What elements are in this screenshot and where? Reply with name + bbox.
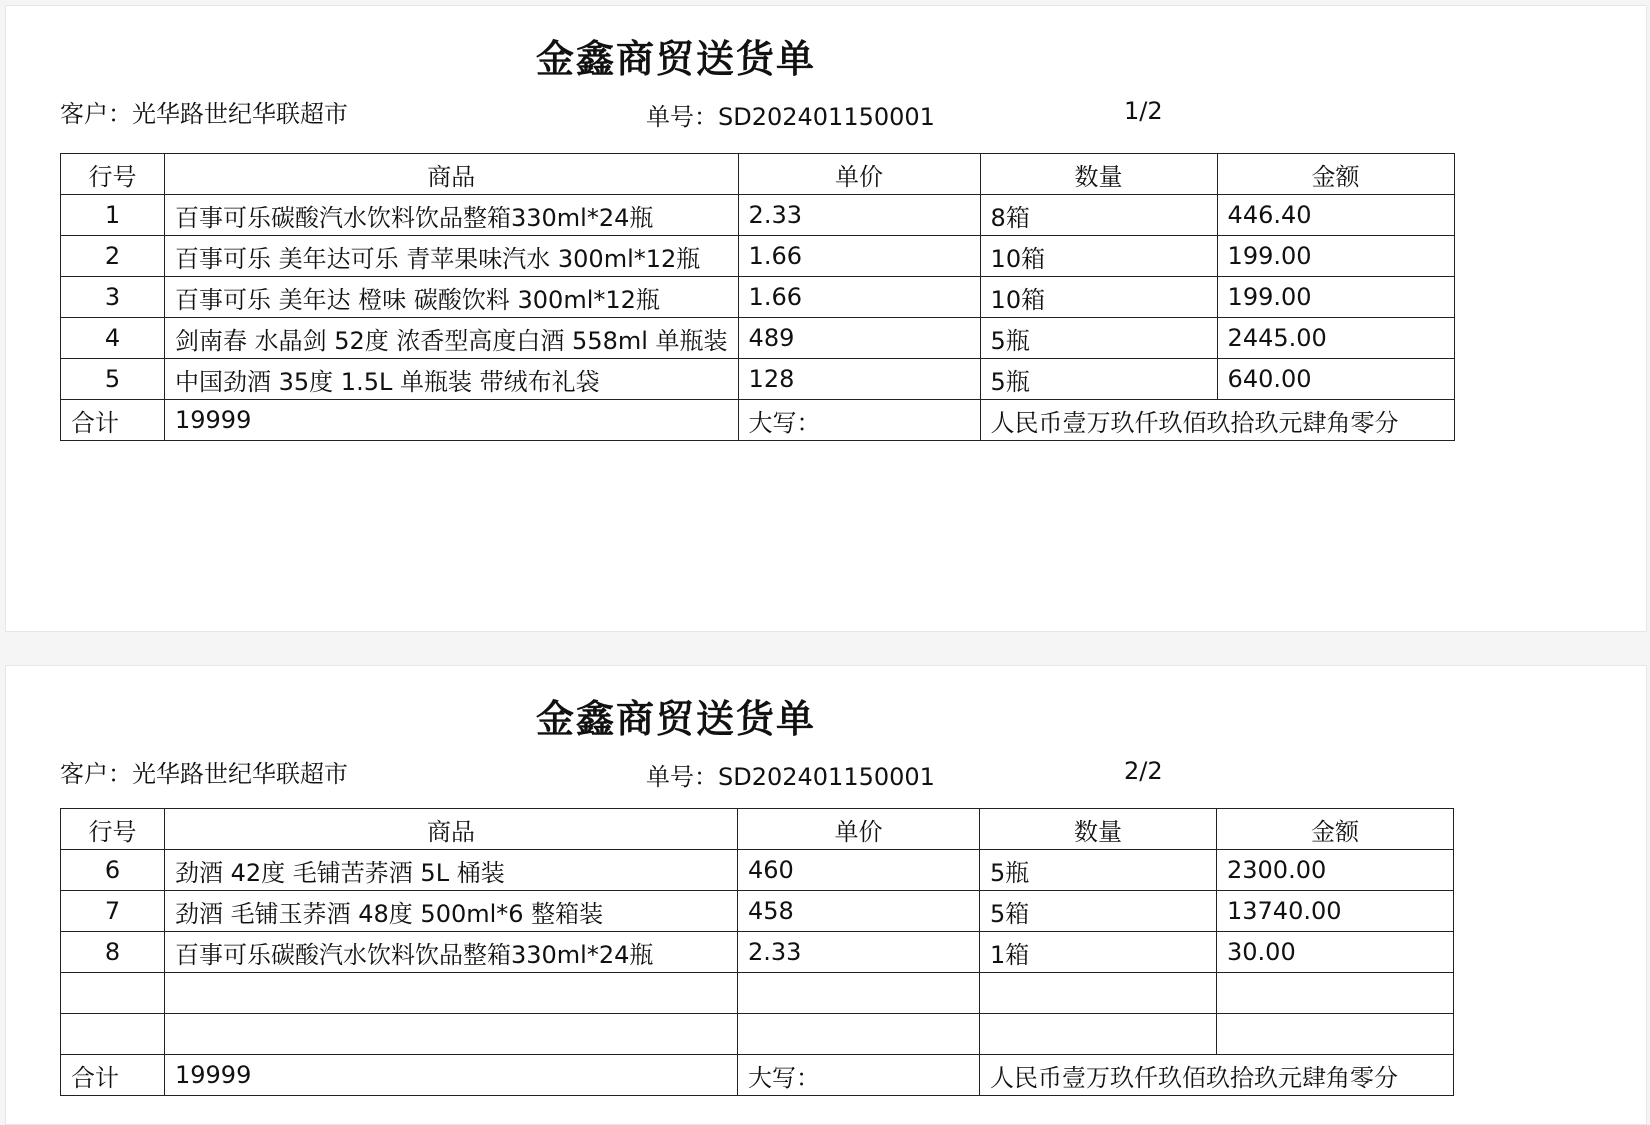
header-quantity: 数量 — [980, 809, 1217, 850]
slip-title: 金鑫商贸送货单 — [535, 37, 816, 81]
row-number: 1 — [61, 195, 165, 236]
unit-price: 2.33 — [738, 195, 980, 236]
unit-price — [738, 973, 980, 1014]
product-name: 劲酒 毛铺玉荞酒 48度 500ml*6 整箱装 — [165, 891, 738, 932]
page-number: 1/2 — [1124, 97, 1163, 125]
product-name: 百事可乐碳酸汽水饮料饮品整箱330ml*24瓶 — [165, 932, 738, 973]
amount-in-words: 人民币壹万玖仟玖佰玖拾玖元肆角零分 — [980, 1055, 1454, 1096]
amount: 13740.00 — [1217, 891, 1454, 932]
row-number: 5 — [61, 359, 165, 400]
quantity: 5瓶 — [980, 359, 1217, 400]
product-name: 劲酒 42度 毛铺苦荞酒 5L 桶装 — [165, 850, 738, 891]
row-number: 4 — [61, 318, 165, 359]
row-number: 3 — [61, 277, 165, 318]
row-number: 7 — [61, 891, 165, 932]
unit-price: 458 — [738, 891, 980, 932]
unit-price: 128 — [738, 359, 980, 400]
table-header-row — [61, 809, 1454, 850]
quantity: 10箱 — [980, 277, 1217, 318]
header-product: 商品 — [165, 809, 738, 850]
row-number — [61, 1014, 165, 1055]
product-name: 百事可乐 美年达可乐 青苹果味汽水 300ml*12瓶 — [165, 236, 739, 277]
product-name: 百事可乐碳酸汽水饮料饮品整箱330ml*24瓶 — [165, 195, 739, 236]
items-table — [60, 808, 1454, 1096]
table-row — [61, 236, 1455, 277]
amount: 30.00 — [1217, 932, 1454, 973]
quantity: 8箱 — [980, 195, 1217, 236]
delivery-slip-page-1 — [5, 5, 1647, 632]
table-row — [61, 973, 1454, 1014]
table-header-row — [61, 154, 1455, 195]
unit-price: 2.33 — [738, 932, 980, 973]
table-row — [61, 195, 1455, 236]
product-name: 剑南春 水晶剑 52度 浓香型高度白酒 558ml 单瓶装 — [165, 318, 739, 359]
total-value: 19999 — [165, 1055, 738, 1096]
header-amount: 金额 — [1217, 809, 1454, 850]
quantity: 5瓶 — [980, 850, 1217, 891]
total-value: 19999 — [165, 400, 739, 441]
quantity: 5瓶 — [980, 318, 1217, 359]
amount-in-words: 人民币壹万玖仟玖佰玖拾玖元肆角零分 — [980, 400, 1454, 441]
quantity — [980, 1014, 1217, 1055]
amount: 2300.00 — [1217, 850, 1454, 891]
row-number: 2 — [61, 236, 165, 277]
quantity: 5箱 — [980, 891, 1217, 932]
table-row — [61, 932, 1454, 973]
slip-title: 金鑫商贸送货单 — [535, 697, 816, 741]
row-number: 6 — [61, 850, 165, 891]
unit-price: 489 — [738, 318, 980, 359]
total-row — [61, 400, 1455, 441]
product-name: 百事可乐 美年达 橙味 碳酸饮料 300ml*12瓶 — [165, 277, 739, 318]
header-unit-price: 单价 — [738, 154, 980, 195]
amount-in-words-label: 大写： — [738, 400, 980, 441]
header-row-number: 行号 — [61, 809, 165, 850]
row-number — [61, 973, 165, 1014]
page-number: 2/2 — [1124, 757, 1163, 785]
total-label: 合计 — [61, 400, 165, 441]
total-row — [61, 1055, 1454, 1096]
customer-label: 客户：光华路世纪华联超市 — [60, 760, 348, 788]
quantity: 10箱 — [980, 236, 1217, 277]
table-row — [61, 359, 1455, 400]
unit-price — [738, 1014, 980, 1055]
table-row — [61, 891, 1454, 932]
quantity — [980, 973, 1217, 1014]
amount: 199.00 — [1217, 277, 1454, 318]
amount: 2445.00 — [1217, 318, 1454, 359]
header-amount: 金额 — [1217, 154, 1454, 195]
header-row-number: 行号 — [61, 154, 165, 195]
amount — [1217, 973, 1454, 1014]
order-number: 单号：SD202401150001 — [646, 763, 935, 791]
unit-price: 460 — [738, 850, 980, 891]
quantity: 1箱 — [980, 932, 1217, 973]
items-table — [60, 153, 1455, 441]
product-name — [165, 1014, 738, 1055]
unit-price: 1.66 — [738, 277, 980, 318]
header-product: 商品 — [165, 154, 739, 195]
table-row — [61, 318, 1455, 359]
header-quantity: 数量 — [980, 154, 1217, 195]
amount: 640.00 — [1217, 359, 1454, 400]
row-number: 8 — [61, 932, 165, 973]
amount: 199.00 — [1217, 236, 1454, 277]
table-row — [61, 1014, 1454, 1055]
amount: 446.40 — [1217, 195, 1454, 236]
product-name: 中国劲酒 35度 1.5L 单瓶装 带绒布礼袋 — [165, 359, 739, 400]
product-name — [165, 973, 738, 1014]
amount-in-words-label: 大写： — [738, 1055, 980, 1096]
delivery-slip-page-2 — [5, 665, 1647, 1125]
total-label: 合计 — [61, 1055, 165, 1096]
table-row — [61, 277, 1455, 318]
customer-label: 客户：光华路世纪华联超市 — [60, 100, 348, 128]
order-number: 单号：SD202401150001 — [646, 103, 935, 131]
unit-price: 1.66 — [738, 236, 980, 277]
amount — [1217, 1014, 1454, 1055]
header-unit-price: 单价 — [738, 809, 980, 850]
table-row — [61, 850, 1454, 891]
